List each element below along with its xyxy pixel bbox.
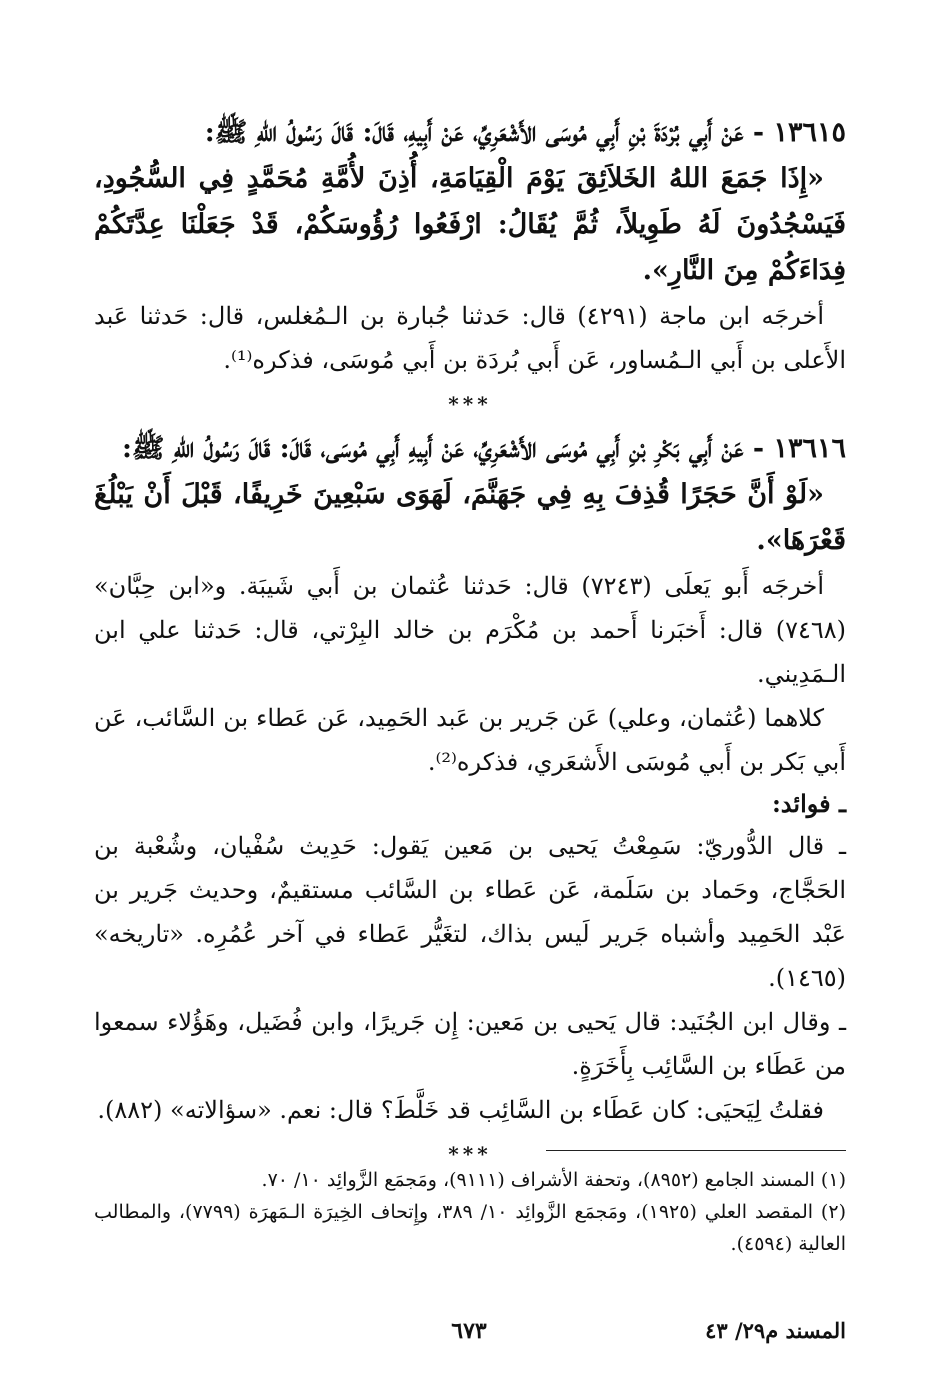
footnote-2: (٢) المقصد العلي (١٩٢٥)، ومَجمَع الزَّوائِد ١٠/ ٣٨٩، وإِتحاف الخِيرَة الـمَهرَة (٧٧٩٩)، والمطالب العالية (٤٥٩٤). [94,1201,846,1255]
fawaid-heading: ـ فوائد: [771,789,846,818]
footnote-rule [546,1150,846,1151]
section-separator: *** [448,392,492,416]
hadith-13616-text: «لَوْ أَنَّ حَجَرًا قُذِفَ بِهِ فِي جَهَنَّمَ، لَهَوَى سَبْعِينَ خَرِيفًا، قَبْلَ أَنْ يَبْلُغَ قَعْرَهَا». [94,479,846,556]
hadith-13615-takhrij: أخرجَه ابن ماجة (٤٢٩١) قال: حَدثنا جُبارة بن الـمُغلس، قال: حَدثنا عَبد الأَعلى بن أَبي الـمُساور، عَن أَبي بُردَة بن أَبي مُوسَى، فذكره⁽¹⁾. [94,302,846,374]
footnotes [94,1164,846,1260]
hadith-13616-takhrij-2: كلاهما (عُثمان، وعلي) عَن جَرير بن عَبد الحَمِيد، عَن عَطاء بن السَّائب، عَن أَبي بَكر بن أَبي مُوسَى الأَشعَري، فذكره⁽²⁾. [94,704,846,776]
hadith-13615-text: «إِذَا جَمَعَ اللهُ الخَلاَئِقَ يَوْمَ الْقِيَامَةِ، أُذِنَ لأُمَّةِ مُحَمَّدٍ فِي السُّجُودِ، فَيَسْجُدُونَ لَهُ طَوِيلاً، ثُمَّ يُقَالُ: ارْفَعُوا رُؤُوسَكُمْ، قَدْ جَعَلْنَا عِدَّتَكُمْ فِدَاءَكُمْ مِنَ النَّارِ». [94,163,846,286]
hadith-13616-title: ١٣٦١٦ - عَنْ أَبِي بَكْرِ بْنِ أَبِي مُوسَى الأَشْعَرِيِّ، عَنْ أَبِيهِ أَبِي مُوسَى، قَالَ: قَالَ رَسُولُ اللهِ ﷺ: [121,433,846,464]
volume-mark: المسند م٢٩/ ٤٣ [705,1318,846,1343]
fawaid-paragraph-3: فقلتُ لِيَحيَى: كان عَطَاء بن السَّائِب قد خَلَّطَ؟ قال: نعم. «سؤالاته» (٨٨٢). [97,1096,824,1124]
main-text [94,110,846,1176]
hadith-13616-takhrij-1: أخرجَه أَبو يَعلَى (٧٢٤٣) قال: حَدثنا عُثمان بن أَبي شَيبَة. و«ابن حِبَّان» (٧٤٦٨) قال: أَخبَرنا أَحمد بن مُكْرَم بن خالد البِرْتي، قال: حَدثنا علي ابن الـمَدِيني. [94,572,846,688]
footnote-1: (١) المسند الجامع (٨٩٥٢)، وتحفة الأشراف (٩١١١)، ومَجمَع الزَّوائِد ١٠/ ٧٠. [261,1169,846,1191]
hadith-13615-title: ١٣٦١٥ - عَنْ أَبِي بُرْدَةَ بْنِ أَبِي مُوسَى الأَشْعَرِيِّ، عَنْ أَبِيهِ، قَالَ: قَالَ رَسُولُ اللهِ ﷺ: [204,117,846,148]
fawaid-paragraph-1: ـ قال الدُّوريّ: سَمِعْتُ يَحيى بن مَعين يَقول: حَدِيث سُفْيان، وشُعْبة بن الحَجَّاج، وحَماد بن سَلَمة، عَن عَطاء بن السَّائب مستقيمٌ، وحديث جَرير بن عَبْد الحَمِيد وأشباه جَرير لَيس بذاك، لتغَيُّر عَطاء في آخر عُمُرِه. «تاريخه» (١٤٦٥). [94,832,846,992]
fawaid-paragraph-2: ـ وقال ابن الجُنَيد: قال يَحيى بن مَعين: إِن جَريرًا، وابن فُضَيل، وهَؤُلاء سمعوا من عَطَاء بن السَّائِب بِأَخَرَةٍ. [94,1008,846,1080]
section-separator-2: *** [448,1142,492,1166]
page-number: ٦٧٣ [451,1318,487,1344]
